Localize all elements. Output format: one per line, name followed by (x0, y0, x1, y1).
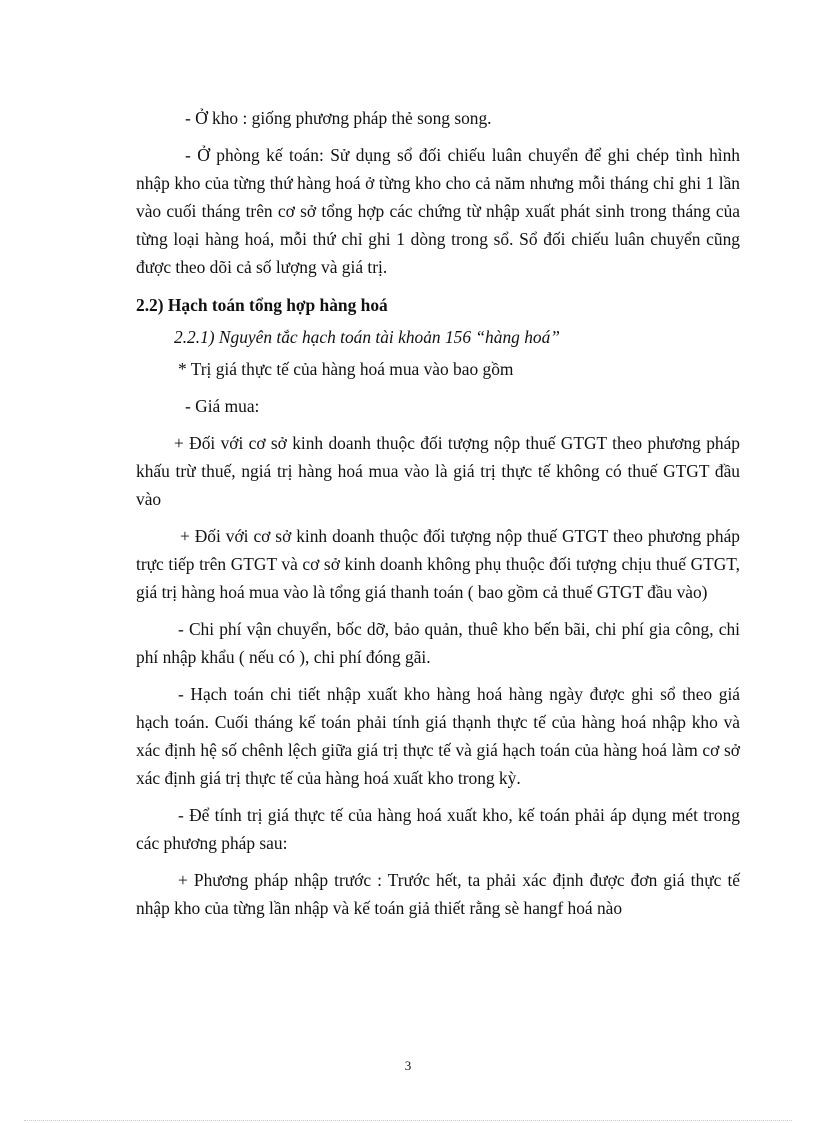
paragraph-detailed-accounting: - Hạch toán chi tiết nhập xuất kho hàng hoá hàng ngày được ghi sổ theo giá hạch toán. Cuối tháng kế toán phải tính giá thạnh thực tế của hàng hoá nhập kho và xác định hệ số chênh lệch giữa giá trị thực tế và giá hạch toán của hàng hoá làm cơ sở xác định giá trị thực tế của hàng hoá xuất kho trong kỳ. (136, 684, 740, 788)
paragraph-deduction-method: + Đối với cơ sở kinh doanh thuộc đối tượng nộp thuế GTGT theo phương pháp khấu trừ thuế, ngiá trị hàng hoá mua vào là giá trị thực tế không có thuế GTGT đầu vào (136, 433, 740, 509)
paragraph-transport-costs: - Chi phí vận chuyển, bốc dỡ, bảo quản, thuê kho bến bãi, chi phí gia công, chi phí nhập khẩu ( nếu có ), chi phí đóng gãi. (136, 619, 740, 667)
page-number: 3 (404, 1058, 412, 1073)
subsection-heading-2-2-1: 2.2.1) Nguyên tắc hạch toán tài khoản 156 “hàng hoá” (174, 327, 560, 347)
paragraph-export-value: - Để tính trị giá thực tế của hàng hoá xuất kho, kế toán phải áp dụng mét trong các phương pháp sau: (136, 805, 740, 853)
paragraph-actual-value: * Trị giá thực tế của hàng hoá mua vào bao gồm (178, 359, 514, 379)
paragraph-fifo-method: + Phương pháp nhập trước : Trước hết, ta phải xác định được đơn giá thực tế nhập kho của từng lần nhập và kế toán giả thiết rằng sè hangf hoá nào (136, 870, 740, 918)
page-bottom-divider (24, 1120, 792, 1121)
paragraph-accounting-room: - Ở phòng kế toán: Sử dụng sổ đối chiếu luân chuyển để ghi chép tình hình nhập kho của từng thứ hàng hoá ở từng kho cho cả năm nhưng mỗi tháng chỉ ghi 1 lần vào cuối tháng trên cơ sở tổng hợp các chứng từ nhập xuất phát sinh trong tháng của từng loại hàng hoá, mỗi thứ chỉ ghi 1 dòng trong sổ. Sổ đối chiếu luân chuyển cũng được theo dõi cả số lượng và giá trị. (136, 145, 740, 277)
section-heading-2-2: 2.2) Hạch toán tổng hợp hàng hoá (136, 295, 388, 315)
paragraph-direct-method: + Đối với cơ sở kinh doanh thuộc đối tượng nộp thuế GTGT theo phương pháp trực tiếp trên GTGT và cơ sở kinh doanh không phụ thuộc đối tượng chịu thuế GTGT, giá trị hàng hoá mua vào là tổng giá thanh toán ( bao gồm cả thuế GTGT đầu vào) (136, 526, 740, 602)
page-body (136, 104, 740, 922)
paragraph-purchase-price: - Giá mua: (185, 396, 260, 416)
paragraph-warehouse: - Ở kho : giống phương pháp thẻ song song. (185, 108, 492, 128)
